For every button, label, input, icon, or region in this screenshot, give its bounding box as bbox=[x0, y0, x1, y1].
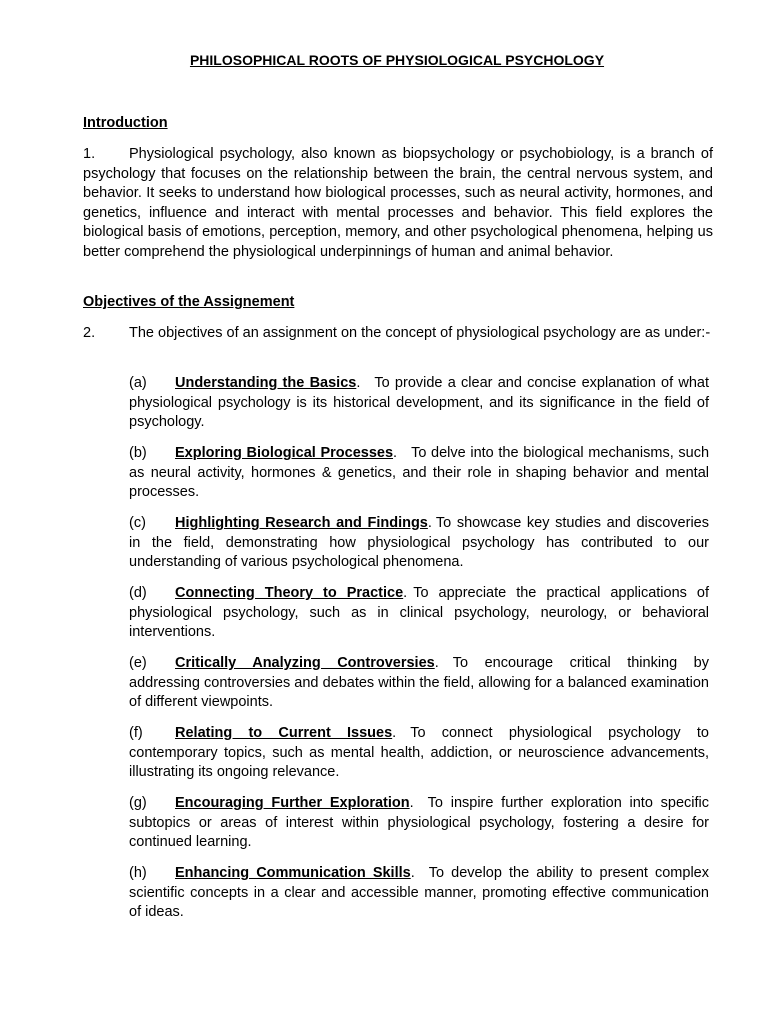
paragraph-text: Physiological psychology, also known as biopsychology or psychobiology, is a branch of psychology that focuses on the relationship between the brain, the central nervous system, and behavior. It seeks to understand how biological processes, such as neural activity, hormones, and genetics, influence and interact with mental processes and behavior. This field explores the biological basis of emotions, perception, memory, and other psychological phenomena, helping us better comprehend the physiological underpinnings of human and animal behavior. bbox=[83, 146, 713, 260]
paragraph-text: The objectives of an assignment on the concept of physiological psychology are as under:- bbox=[129, 325, 711, 341]
objective-heading: Connecting Theory to Practice bbox=[175, 585, 404, 601]
objective-heading: Understanding the Basics bbox=[175, 375, 357, 391]
objective-heading: Enhancing Communication Skills bbox=[175, 865, 411, 881]
paragraph-number: 2. bbox=[83, 325, 96, 341]
objective-item-c: (c) Highlighting Research and Findings. To showcase key studies and discoveries in the field, demonstrating how physiological psychology has contributed to our understanding of various psychological phenomena. bbox=[129, 515, 709, 570]
objective-text: To develop the ability to present complex scientific concepts in a clear and accessible manner, promoting effective communication of ideas. bbox=[129, 865, 709, 920]
objective-letter: (e) bbox=[129, 655, 147, 671]
objective-heading: Exploring Biological Processes bbox=[175, 445, 394, 461]
paragraph-number: 1. bbox=[83, 146, 96, 162]
objective-item-e: (e) Critically Analyzing Controversies. To encourage critical thinking by addressing controversies and debates within the field, allowing for a balanced examination of different viewpoints. bbox=[129, 655, 709, 710]
objective-item-d: (d) Connecting Theory to Practice. To appreciate the practical applications of physiological psychology, such as in clinical psychology, neurology, or behavioral interventions. bbox=[129, 585, 709, 640]
objective-heading: Encouraging Further Exploration bbox=[175, 795, 410, 811]
objective-letter: (f) bbox=[129, 725, 143, 741]
objective-item-f: (f) Relating to Current Issues. To connect physiological psychology to contemporary topics, such as mental health, addiction, or neuroscience advancements, illustrating its ongoing relevance. bbox=[129, 725, 709, 780]
objective-text: To provide a clear and concise explanation of what physiological psychology is its historical development, and its significance in the field of psychology. bbox=[129, 375, 710, 430]
objective-heading: Relating to Current Issues bbox=[175, 725, 393, 741]
objective-text: To encourage critical thinking by addressing controversies and debates within the field, allowing for a balanced examination of different viewpoints. bbox=[129, 655, 709, 710]
objective-item-h: (h) Enhancing Communication Skills. To develop the ability to present complex scientific concepts in a clear and accessible manner, promoting effective communication of ideas. bbox=[129, 865, 709, 920]
objective-text: To delve into the biological mechanisms, such as neural activity, hormones & genetics, and their role in shaping behavior and mental processes. bbox=[129, 445, 710, 500]
objective-letter: (h) bbox=[129, 865, 147, 881]
objective-item-a: (a) Understanding the Basics. To provide a clear and concise explanation of what physiological psychology is its historical development, and its significance in the field of psychology. bbox=[129, 375, 710, 430]
objective-item-g: (g) Encouraging Further Exploration. To inspire further exploration into specific subtopics or areas of interest within physiological psychology, fostering a desire for continued learning. bbox=[129, 795, 709, 850]
objective-heading: Critically Analyzing Controversies bbox=[175, 655, 435, 671]
objective-letter: (d) bbox=[129, 585, 147, 601]
objectives-heading: Objectives of the Assignement bbox=[83, 294, 295, 310]
objective-text: To appreciate the practical applications of physiological psychology, such as in clinical psychology, neurology, or behavioral interventions. bbox=[129, 585, 709, 640]
objective-text: To inspire further exploration into specific subtopics or areas of interest within physiological psychology, fostering a desire for continued learning. bbox=[129, 795, 709, 850]
document-title: PHILOSOPHICAL ROOTS OF PHYSIOLOGICAL PSYCHOLOGY bbox=[189, 52, 605, 68]
objective-heading: Highlighting Research and Findings bbox=[175, 515, 428, 531]
objectives-paragraph bbox=[83, 324, 713, 344]
objective-text: To connect physiological psychology to contemporary topics, such as mental health, addiction, or neuroscience advancements, illustrating its ongoing relevance. bbox=[129, 725, 709, 780]
objective-text: To showcase key studies and discoveries in the field, demonstrating how physiological psychology has contributed to our understanding of various psychological phenomena. bbox=[129, 515, 709, 570]
objective-letter: (b) bbox=[129, 445, 147, 461]
objective-letter: (c) bbox=[129, 515, 146, 531]
objective-letter: (a) bbox=[129, 375, 147, 391]
introduction-heading: Introduction bbox=[83, 115, 168, 131]
objective-letter: (g) bbox=[129, 795, 147, 811]
introduction-paragraph bbox=[83, 145, 713, 262]
objective-item-b: (b) Exploring Biological Processes. To delve into the biological mechanisms, such as neural activity, hormones & genetics, and their role in shaping behavior and mental processes. bbox=[129, 445, 710, 500]
